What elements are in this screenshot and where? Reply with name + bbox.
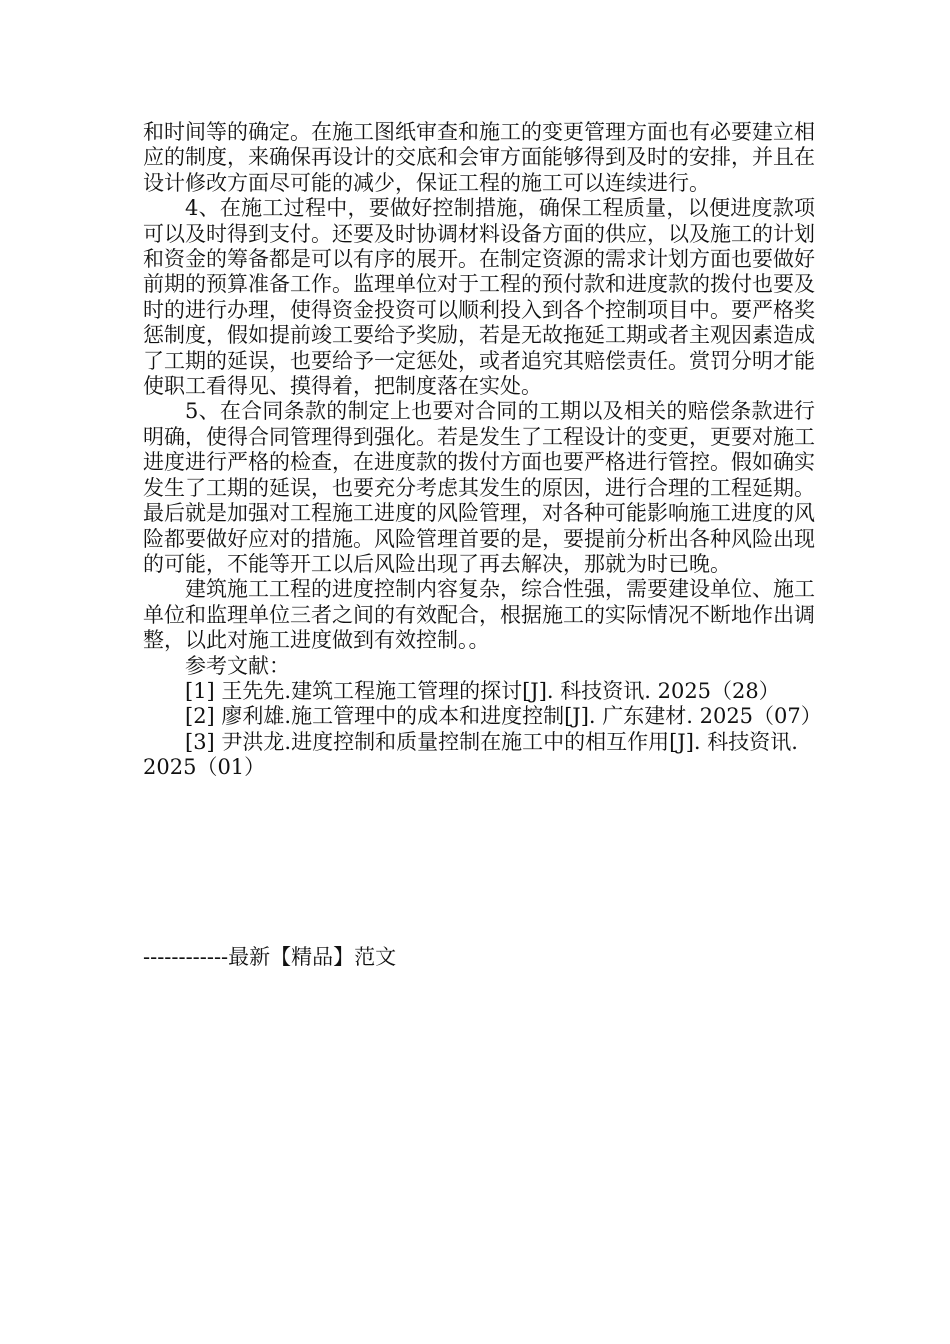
reference-item-1: [1] 王先先.建筑工程施工管理的探讨[J]. 科技资讯. 2025（28） xyxy=(185,678,780,703)
paragraph-continuation: 和时间等的确定。在施工图纸审查和施工的变更管理方面也有必要建立相应的制度，来确保再设计的交底和会审方面能够得到及时的安排，并且在设计修改方面尽可能的减少，保证工程的施工可以连续进行。 xyxy=(143,120,815,195)
reference-item-3: [3] 尹洪龙.进度控制和质量控制在施工中的相互作用[J]. 科技资讯. 2025（01） xyxy=(143,729,798,780)
paragraph-conclusion: 建筑施工工程的进度控制内容复杂，综合性强，需要建设单位、施工单位和监理单位三者之间的有效配合，根据施工的实际情况不断地作出调整，以此对施工进度做到有效控制。。 xyxy=(143,577,815,653)
reference-item-2: [2] 廖利雄.施工管理中的成本和进度控制[J]. 广东建材. 2025（07） xyxy=(185,704,822,729)
references-heading: 参考文献： xyxy=(185,653,290,678)
paragraph-item-5: 5、在合同条款的制定上也要对合同的工期以及相关的赔偿条款进行明确，使得合同管理得到强化。若是发生了工程设计的变更，更要对施工进度进行严格的检查，在进度款的拨付方面也要严格进行管控。假如确实发生了工期的延误，也要充分考虑其发生的原因，进行合理的工程延期。最后就是加强对工程施工进度的风险管理，对各种可能影响施工进度的风险都要做好应对的措施。风险管理首要的是，要提前分析出各种风险出现的可能，不能等开工以后风险出现了再去解决，那就为时已晚。 xyxy=(143,399,815,576)
paragraph-item-4: 4、在施工过程中，要做好控制措施，确保工程质量，以便进度款项可以及时得到支付。还要及时协调材料设备方面的供应，以及施工的计划和资金的筹备都是可以有序的展开。在制定资源的需求计划方面也要做好前期的预算准备工作。监理单位对于工程的预付款和进度款的拨付也要及时的进行办理，使得资金投资可以顺利投入到各个控制项目中。要严格奖惩制度，假如提前竣工要给予奖励，若是无故拖延工期或者主观因素造成了工期的延误，也要给予一定惩处，或者追究其赔偿责任。赏罚分明才能使职工看得见、摸得着，把制度落在实处。 xyxy=(143,196,815,399)
document-page xyxy=(143,120,822,781)
footer-tagline: ------------最新【精品】范文 xyxy=(143,945,397,969)
